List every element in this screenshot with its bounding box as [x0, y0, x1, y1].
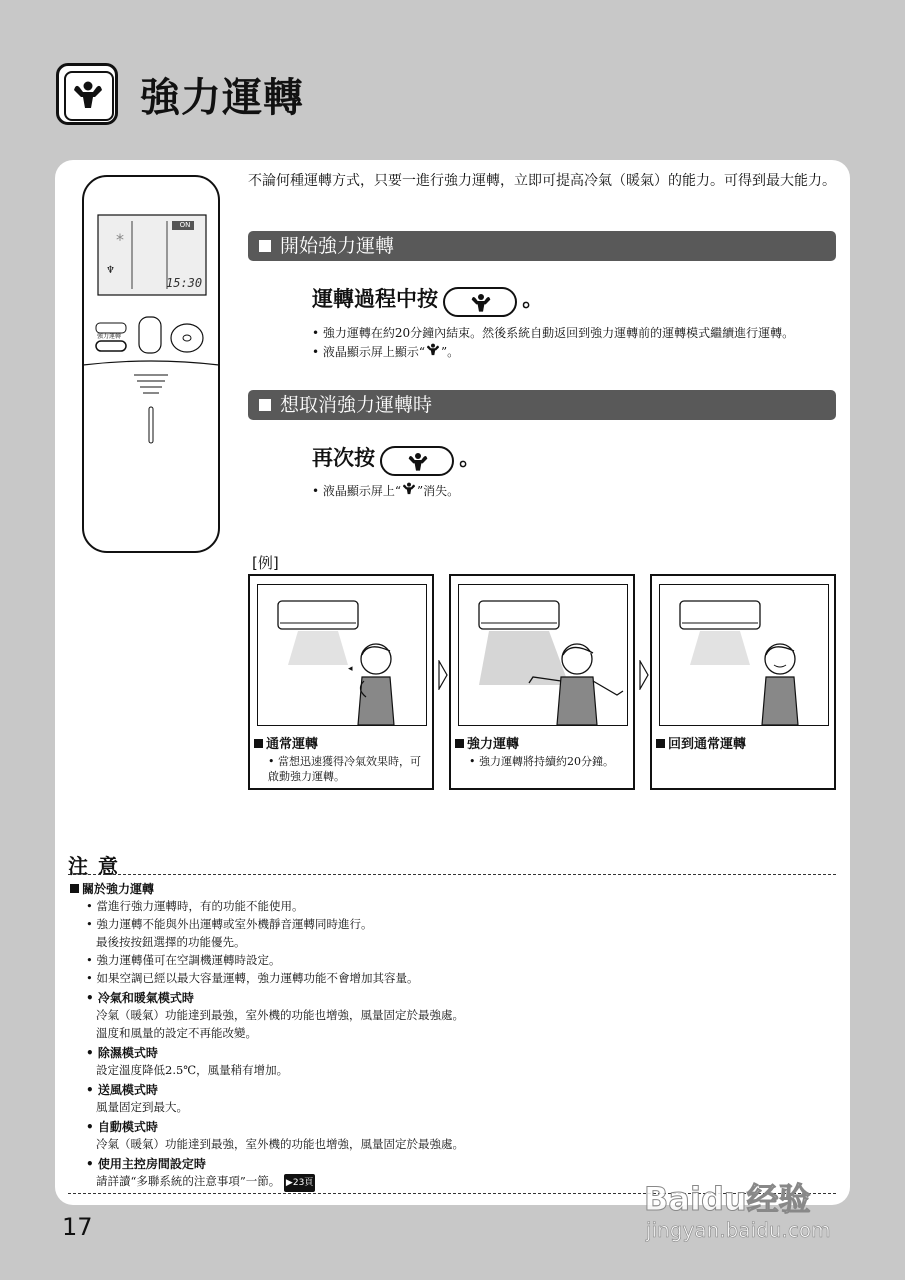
note-mode-master-room: • 使用主控房間設定時 請詳讀“多聯系統的注意事項”一節。 ▶23頁 — [70, 1155, 830, 1192]
example-panel-normal — [248, 574, 434, 790]
start-bullet-2-post: ”。 — [441, 345, 460, 359]
note-mode-auto: • 自動模式時 冷氣（暖氣）功能達到最強，室外機的功能也增強，風量固定於最強處。 — [86, 1120, 464, 1151]
cancel-bullet: • 液晶顯示屏上“ ”消失。 — [312, 484, 460, 498]
powerful-mode-icon — [406, 452, 430, 472]
powerful-mode-icon — [401, 482, 417, 495]
remote-powerful-label: 強力運轉 — [97, 333, 122, 340]
example-powerful-title: 強力運轉 — [467, 737, 520, 752]
notes-body: 關於強力運轉 • 當進行強力運轉時，有的功能不能使用。 • 強力運轉不能與外出運轉或室外機靜音運轉同時進行。 最後按按鈕選擇的功能優先。 • 強力運轉僅可在空調機運轉時設定。 • 如果空調已經以最大容量運轉，強力運轉功能不會增加其容量。 • 冷氣和暖氣模式時 冷氣（暖氣）功能達到最強，室外機的功能也增強，風量固定於最強處。 溫度和風量的設定不再能改變。 • 除濕模式時 設定溫度降低2.5℃，風量稍有增加。 • 送風模式時 風量固定到最大。 • 自動模式時 冷氣（暖氣）功能達到最強，室外機的功能也增強，風量固定於最強處。 • 使用主控房間設定時 請詳讀“多聯系統的注意事項”一節。 ▶23頁 — [70, 880, 830, 1192]
note-mode-fan: • 送風模式時 風量固定到最大。 — [86, 1083, 188, 1114]
notes-heading: 注意 — [68, 854, 128, 878]
example-panel-powerful — [449, 574, 635, 790]
watermark-url: jingyan.baidu.com — [646, 1218, 831, 1242]
start-bullet-1: 強力運轉在約20分鐘內結束。然後系統自動返回到強力運轉前的運轉模式繼續進行運轉。 — [322, 326, 795, 340]
start-instruction-end: 。 — [522, 287, 544, 311]
powerful-mode-icon — [469, 293, 493, 313]
page-number: 17 — [62, 1213, 93, 1241]
intro-text: 不論何種運轉方式，只要一進行強力運轉，立即可提高冷氣（暖氣）的能力。可得到最大能力。 — [248, 173, 836, 189]
example-return-title: 回到通常運轉 — [668, 737, 747, 752]
arrow-right-icon — [639, 660, 649, 694]
note-general-3: 最後按按鈕選擇的功能優先。 — [96, 935, 246, 949]
example-panel-return — [650, 574, 836, 790]
powerful-button-cancel[interactable] — [380, 446, 454, 476]
powerful-mode-title-icon — [56, 63, 118, 125]
note-general-5: 如果空調已經以最大容量運轉，強力運轉功能不會增加其容量。 — [96, 971, 419, 985]
arrow-right-icon — [438, 660, 448, 694]
start-bullets: • 強力運轉在約20分鐘內結束。然後系統自動返回到強力運轉前的運轉模式繼續進行運轉。 • 液晶顯示屏上顯示“ ”。 — [312, 326, 795, 359]
start-instruction — [312, 283, 543, 317]
powerful-mode-icon — [71, 80, 105, 110]
example-normal-desc: • 當想迅速獲得冷氣效果時，可啟動強力運轉。 — [268, 755, 421, 783]
return-normal-illustration — [660, 585, 828, 725]
notes-divider-top — [68, 874, 836, 875]
page-reference-link[interactable]: ▶23頁 — [284, 1174, 315, 1192]
remote-control — [82, 175, 220, 553]
note-general-4: 強力運轉僅可在空調機運轉時設定。 — [96, 953, 281, 967]
notes-section-title: 關於強力運轉 — [82, 882, 155, 896]
remote-powerful-button[interactable] — [96, 339, 126, 351]
lcd-time: 15:30 — [166, 276, 203, 290]
note-mode-cool-heat: • 冷氣和暖氣模式時 冷氣（暖氣）功能達到最強，室外機的功能也增強，風量固定於最強處。 溫度和風量的設定不再能改變。 — [86, 991, 464, 1040]
page-title: 強力運轉 — [140, 75, 304, 121]
start-bullet-2-pre: 液晶顯示屏上顯示“ — [322, 345, 426, 359]
start-heading-text: 開始強力運轉 — [280, 235, 395, 257]
lcd-on-indicator: ON — [179, 221, 191, 229]
powerful-button[interactable] — [443, 287, 517, 317]
cancel-instruction — [312, 442, 480, 476]
cancel-instruction-text: 再次按 — [312, 446, 375, 470]
cancel-bullet-pre: 液晶顯示屏上“ — [322, 484, 402, 498]
note-mode-dry: • 除濕模式時 設定溫度降低2.5℃，風量稍有增加。 — [86, 1046, 289, 1077]
cancel-section-heading — [248, 390, 836, 420]
start-section-heading — [248, 231, 836, 261]
svg-text:♆: ♆ — [106, 265, 115, 276]
start-instruction-text: 運轉過程中按 — [312, 287, 438, 311]
example-label: [例] — [252, 554, 279, 572]
powerful-operation-illustration — [459, 585, 627, 725]
cancel-heading-text: 想取消強力運轉時 — [280, 394, 433, 416]
watermark-brand: Baidu经验 — [644, 1180, 811, 1218]
example-normal-title: 通常運轉 — [266, 737, 319, 752]
svg-text:*: * — [116, 230, 124, 249]
note-general-1: 當進行強力運轉時，有的功能不能使用。 — [96, 899, 304, 913]
normal-operation-illustration — [258, 585, 426, 725]
note-general-2: 強力運轉不能與外出運轉或室外機靜音運轉同時進行。 — [96, 917, 373, 931]
powerful-mode-icon — [425, 343, 441, 356]
baidu-watermark — [640, 1140, 860, 1250]
cancel-bullet-post: ”消失。 — [417, 484, 460, 498]
svg-text:◂: ◂ — [348, 664, 353, 674]
example-powerful-desc: • 強力運轉將持續約20分鐘。 — [469, 755, 614, 768]
cancel-instruction-end: 。 — [459, 446, 481, 470]
